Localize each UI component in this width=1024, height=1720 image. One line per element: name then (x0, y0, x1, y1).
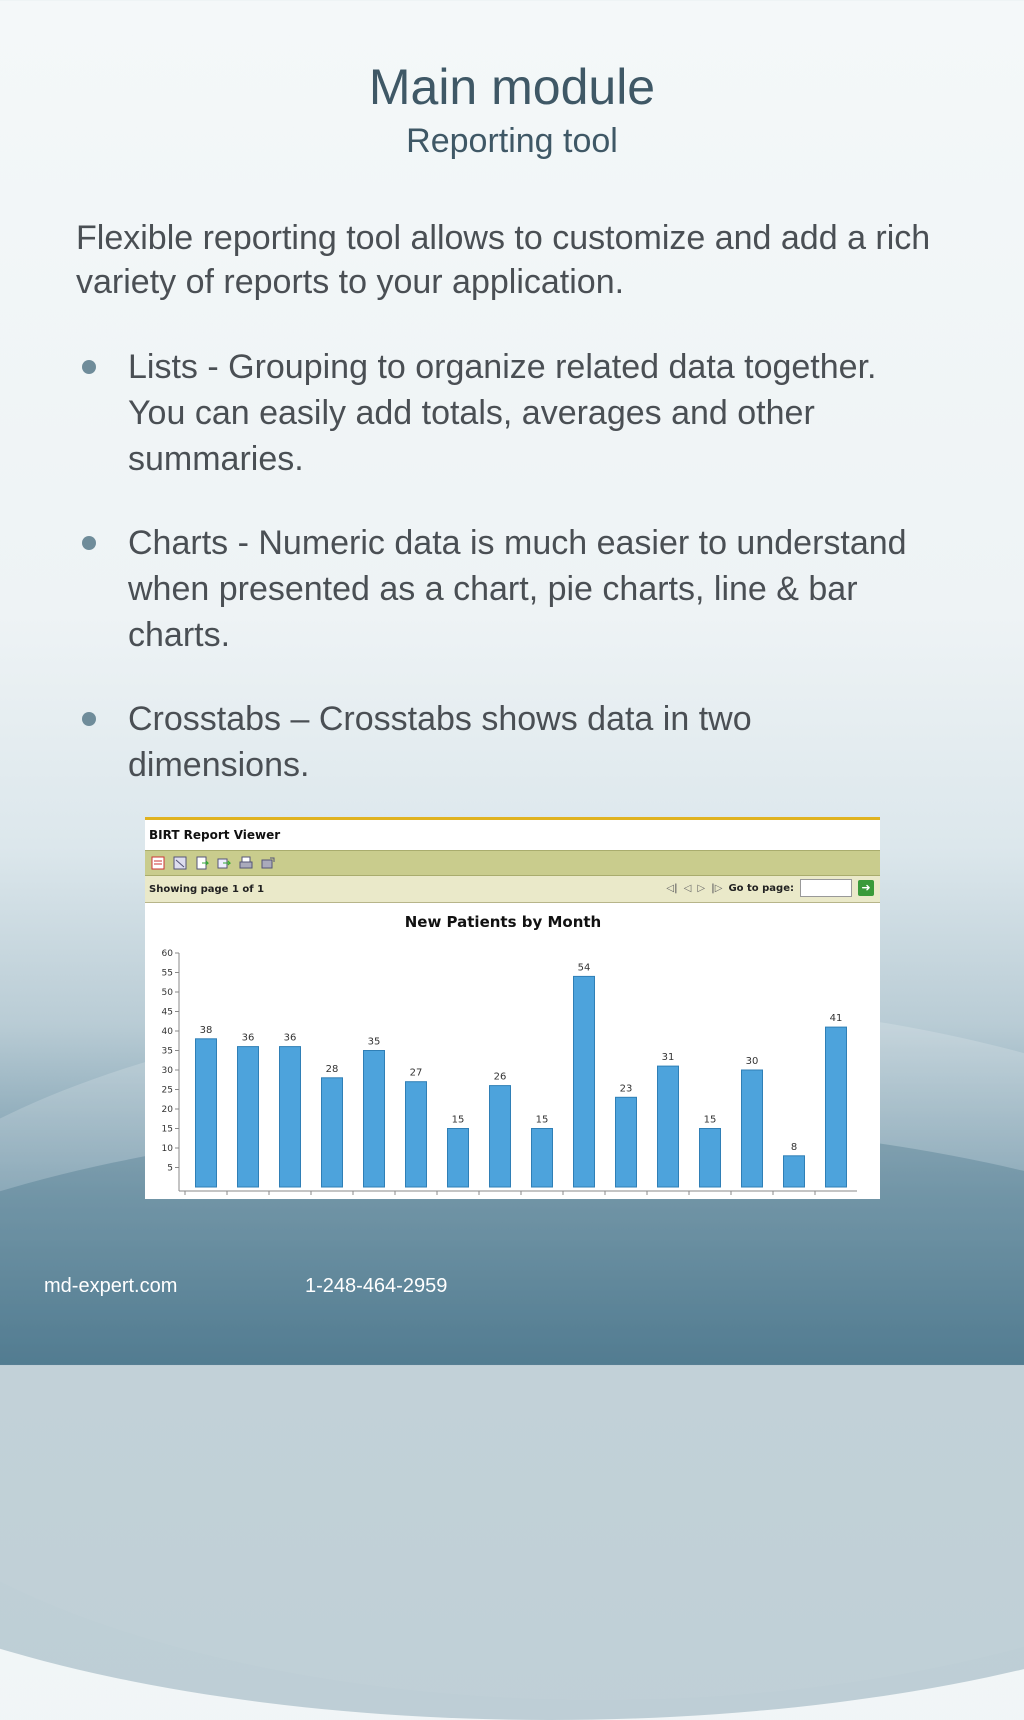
bullet-list (76, 344, 936, 826)
parameters-icon[interactable] (173, 856, 187, 870)
toc-icon[interactable] (151, 856, 165, 870)
bullet-item-lists (76, 344, 936, 482)
bar-chart (145, 903, 878, 1200)
viewer-navbar (145, 876, 880, 903)
previous-page-icon[interactable]: ◁ (683, 882, 692, 894)
chart-bar (490, 1086, 511, 1187)
showing-page-label: Showing page (149, 883, 229, 895)
y-tick-label: 50 (161, 988, 173, 998)
bar-data-label: 36 (283, 1032, 297, 1044)
last-page-icon[interactable]: |▷ (711, 882, 723, 894)
y-tick-label: 55 (161, 968, 173, 979)
bar-data-label: 15 (703, 1114, 717, 1126)
chart-area (145, 903, 880, 1204)
chart-bar (616, 1097, 637, 1187)
chart-bar (784, 1156, 805, 1187)
report-viewer (145, 817, 880, 1199)
intro-paragraph: Flexible reporting tool allows to customize and add a rich variety of reports to your application. (76, 219, 931, 301)
y-tick-label: 45 (161, 1007, 173, 1018)
chart-bar (364, 1051, 385, 1188)
of-label: of (242, 883, 254, 895)
bullet-dot-icon (82, 536, 96, 550)
print-server-icon[interactable] (261, 856, 275, 870)
first-page-icon[interactable]: ◁| (666, 882, 678, 894)
bullet-item-charts (76, 520, 936, 658)
chart-bar (700, 1129, 721, 1188)
y-tick-label: 60 (161, 949, 173, 959)
goto-page-label: Go to page: (728, 882, 794, 894)
y-tick-label: 30 (161, 1066, 173, 1076)
y-tick-label: 5 (167, 1163, 173, 1174)
y-tick-label: 40 (161, 1027, 173, 1037)
chart-bar (826, 1027, 847, 1187)
y-tick-label: 15 (161, 1124, 173, 1135)
chart-title: New Patients by Month (404, 913, 602, 931)
next-page-icon[interactable]: ▷ (697, 882, 706, 894)
bar-data-label: 8 (790, 1141, 798, 1153)
bullet-text: Charts - Numeric data is much easier to understand when presented as a chart, pie charts, line & bar charts. (128, 524, 907, 654)
y-tick-label: 35 (161, 1046, 173, 1057)
y-tick-label: 20 (161, 1105, 173, 1115)
bar-data-label: 35 (367, 1036, 381, 1048)
viewer-title: BIRT Report Viewer (145, 820, 880, 850)
bullet-dot-icon (82, 360, 96, 374)
bar-data-label: 54 (577, 962, 591, 974)
bar-data-label: 27 (409, 1067, 423, 1079)
y-tick-label: 10 (161, 1144, 173, 1154)
go-arrow-icon[interactable]: ➜ (858, 880, 874, 896)
total-pages: 1 (257, 883, 265, 895)
bullet-text: Lists - Grouping to organize related data together. You can easily add totals, averages and other summaries. (128, 348, 877, 478)
bullet-dot-icon (82, 712, 96, 726)
bar-data-label: 41 (829, 1013, 843, 1025)
viewer-toolbar (145, 850, 880, 876)
chart-bar (406, 1082, 427, 1187)
chart-bar (448, 1129, 469, 1188)
chart-bar (322, 1078, 343, 1187)
bar-data-label: 26 (493, 1071, 507, 1083)
chart-bars (196, 962, 847, 1187)
slide-subtitle: Reporting tool (406, 122, 618, 160)
page-navigation (666, 879, 874, 897)
current-page: 1 (231, 883, 239, 895)
chart-bar (742, 1070, 763, 1187)
footer-phone: 1-248-464-2959 (305, 1275, 448, 1297)
slide-title: Main module (368, 59, 656, 115)
chart-bar (532, 1129, 553, 1188)
print-icon[interactable] (239, 856, 253, 870)
chart-bar (658, 1066, 679, 1187)
goto-page-input[interactable] (800, 879, 852, 897)
bar-data-label: 31 (661, 1052, 675, 1064)
bar-data-label: 30 (745, 1056, 759, 1067)
chart-bar (280, 1047, 301, 1187)
background-wave-dark (0, 1120, 1024, 1720)
bullet-text: Crosstabs – Crosstabs shows data in two dimensions. (128, 700, 752, 784)
chart-bar (196, 1039, 217, 1187)
bar-data-label: 38 (199, 1024, 213, 1036)
bullet-item-crosstabs (76, 696, 936, 788)
export-data-icon[interactable] (195, 856, 209, 870)
bar-data-label: 28 (325, 1063, 339, 1075)
bar-data-label: 15 (451, 1114, 465, 1126)
y-tick-label: 25 (161, 1085, 173, 1096)
export-report-icon[interactable] (217, 856, 231, 870)
chart-bar (238, 1047, 259, 1187)
chart-bar (574, 976, 595, 1187)
bar-data-label: 23 (619, 1083, 633, 1095)
footer-website: md-expert.com (44, 1275, 178, 1297)
bar-data-label: 36 (241, 1032, 255, 1044)
bar-data-label: 15 (535, 1114, 549, 1126)
